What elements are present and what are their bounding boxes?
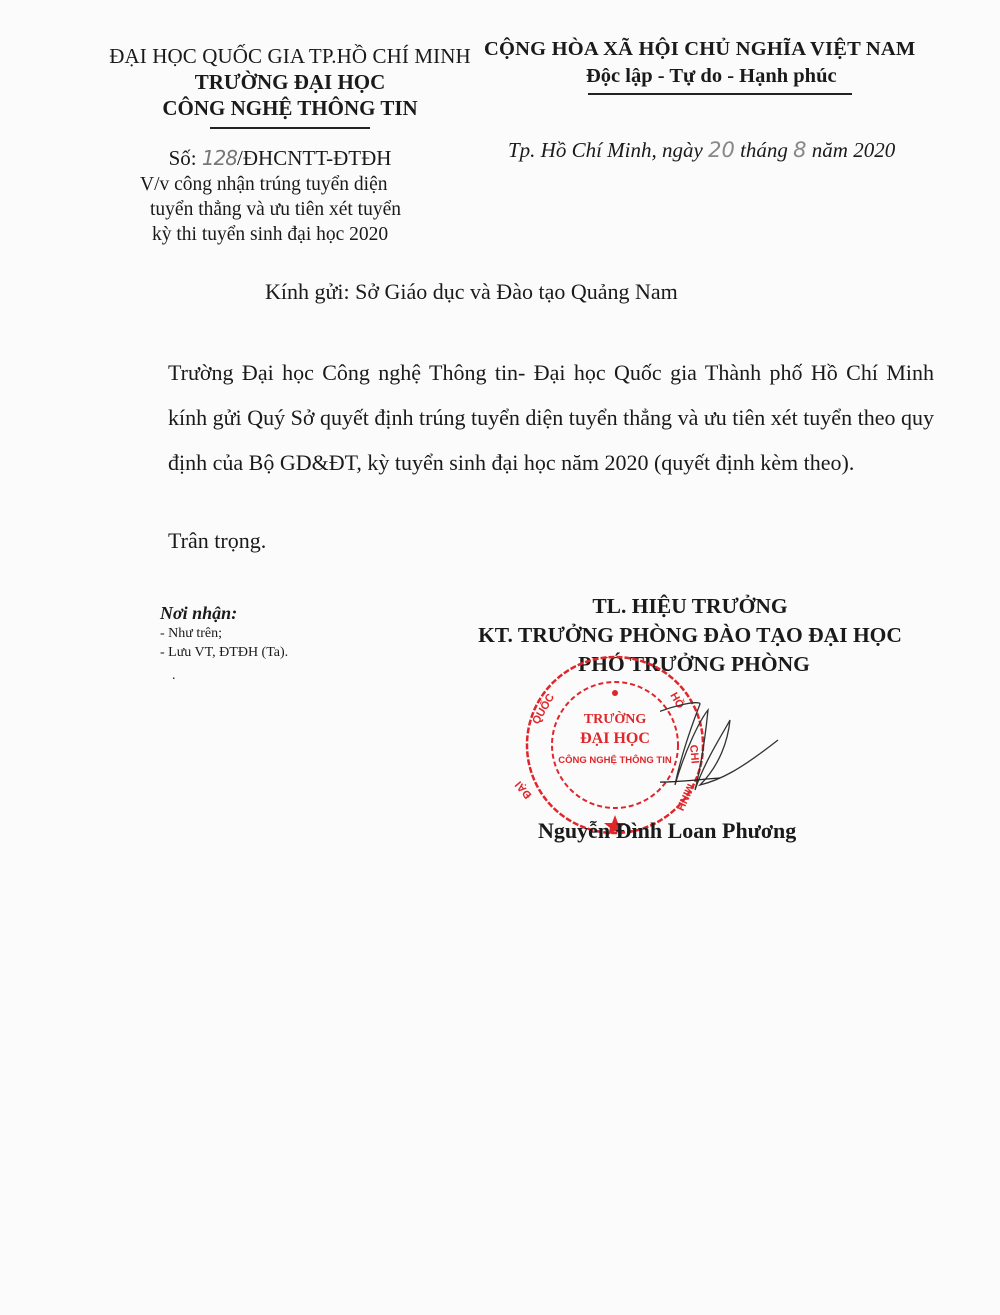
svg-text:HỒ: HỒ [667,690,687,711]
distribution-title: Nơi nhận: [160,603,238,623]
date-day-handwritten: 20 [708,138,735,162]
seal-inner-line1: TRƯỜNG [583,712,647,727]
subject-line1: V/v công nhận trúng tuyển diện [140,174,388,195]
trailing-mark: . [172,668,176,683]
organization-name-line2: CÔNG NGHỆ THÔNG TIN [162,96,418,120]
svg-text:CHÍ: CHÍ [687,744,701,765]
body-paragraph [116,350,934,485]
parent-organization: ĐẠI HỌC QUỐC GIA TP.HỒ CHÍ MINH [109,44,471,68]
svg-text:MINH: MINH [673,781,697,813]
country-name: CỘNG HÒA XÃ HỘI CHỦ NGHĨA VIỆT NAM [484,38,916,60]
subject-line3: kỳ thi tuyển sinh đại học 2020 [152,224,389,245]
signer-name: Nguyễn Đình Loan Phương [538,818,797,843]
document-number-handwritten: 128 [201,146,238,170]
svg-text:QUỐC: QUỐC [530,691,558,727]
signatory-authority: TL. HIỆU TRƯỞNG [592,594,788,618]
signatory-title: PHÓ TRƯỞNG PHÒNG [578,652,810,676]
seal-inner-line2: ĐẠI HỌC [580,730,650,747]
header-underline [210,127,370,129]
signatory-department: KT. TRƯỞNG PHÒNG ĐÀO TẠO ĐẠI HỌC [478,623,902,647]
document-number-suffix: /ĐHCNTT-ĐTĐH [237,146,392,170]
svg-text:ĐẠI: ĐẠI [512,778,535,801]
recipient-line: Kính gửi: Sở Giáo dục và Đào tạo Quảng Nam [265,279,678,304]
seal-inner-line3: CÔNG NGHỆ THÔNG TIN [558,755,672,766]
document-number [130,146,430,171]
issuing-organization-header [105,44,475,129]
distribution-item: - Như trên; [160,626,223,641]
national-motto-header [484,38,934,95]
document-subject [140,172,430,247]
date-month-label: tháng [734,138,794,162]
subject-line2: tuyển thẳng và ưu tiên xét tuyển [150,199,402,220]
document-number-prefix: Số: [168,146,202,170]
date-year: năm 2020 [806,138,896,162]
closing-salutation: Trân trọng. [168,528,267,553]
organization-name-line1: TRƯỜNG ĐẠI HỌC [194,70,386,94]
handwritten-signature-icon [660,690,780,800]
date-month-handwritten: 8 [793,138,807,162]
body-paragraph-text: Trường Đại học Công nghệ Thông tin- Đại học Quốc gia Thành phố Hồ Chí Minh kính gửi Quý Sở quyết định trúng tuyển diện tuyển thẳng và ưu tiên xét tuyển theo quy định của Bộ GD&ĐT, kỳ tuyển sinh đại học năm 2020 (quyết định kèm theo). [168,360,934,475]
motto-underline [588,93,852,95]
date-line [508,138,938,163]
distribution-item: - Lưu VT, ĐTĐH (Ta). [160,645,289,660]
distribution-list [160,603,400,684]
date-location: Tp. Hồ Chí Minh, ngày [508,138,709,162]
national-motto: Độc lập - Tự do - Hạnh phúc [586,65,837,87]
